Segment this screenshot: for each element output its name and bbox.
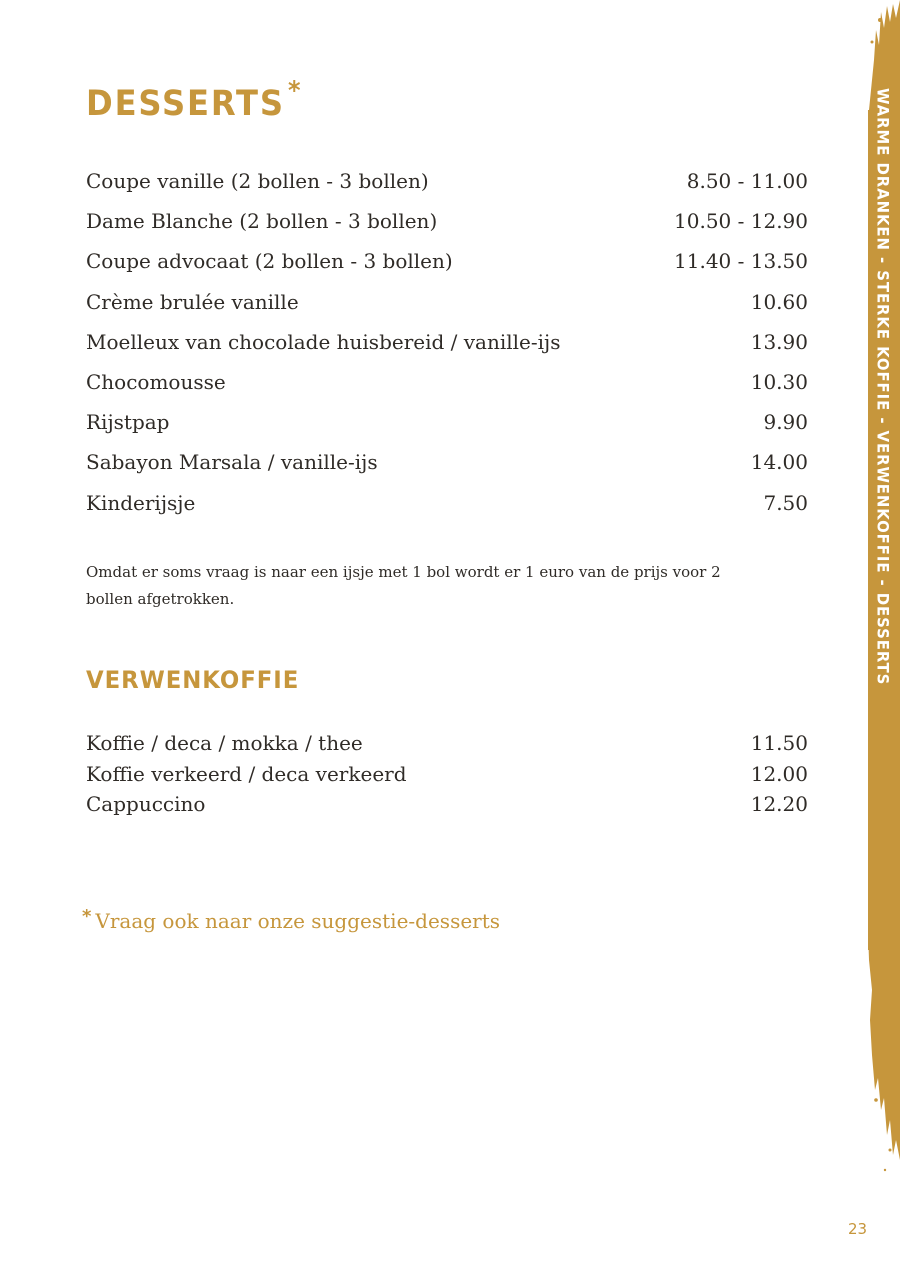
- menu-item-price: 12.20: [750, 792, 808, 816]
- menu-item: [86, 731, 808, 762]
- verwenkoffie-price-list: [86, 731, 808, 823]
- menu-item-name: Rijstpap: [86, 410, 170, 435]
- menu-item-price: 10.50 - 12.90: [674, 209, 808, 234]
- desserts-heading-text: DESSERTS: [86, 84, 285, 124]
- menu-item-price: 7.50: [763, 490, 808, 515]
- menu-item-name: Chocomousse: [86, 369, 226, 394]
- menu-item: [86, 330, 808, 370]
- menu-item-name: Kinderijsje: [86, 490, 196, 515]
- sidebar-section-label: WARME DRANKEN - STERKE KOFFIE - VERWENKOFFIE - DESSERTS: [873, 88, 893, 686]
- menu-item: [86, 491, 808, 531]
- menu-item-name: Cappuccino: [86, 792, 206, 816]
- menu-item-price: 8.50 - 11.00: [686, 169, 808, 193]
- menu-item: [86, 209, 808, 249]
- menu-item-price: 11.40 - 13.50: [674, 249, 808, 274]
- menu-item-name: Koffie / deca / mokka / thee: [86, 731, 363, 755]
- menu-item-price: 14.00: [750, 450, 808, 475]
- menu-item-price: 12.00: [750, 761, 808, 786]
- suggestion-footnote: [82, 906, 500, 933]
- menu-item-price: 9.90: [763, 410, 808, 435]
- menu-item: [86, 762, 808, 793]
- menu-item-name: Coupe vanille (2 bollen - 3 bollen): [86, 169, 429, 193]
- menu-item-name: Crème brulée vanille: [86, 289, 299, 314]
- menu-item: [86, 169, 808, 209]
- menu-item-price: 10.60: [750, 289, 808, 314]
- menu-item-name: Moelleux van chocolade huisbereid / vanille-ijs: [86, 329, 561, 354]
- menu-item: [86, 410, 808, 450]
- verwenkoffie-heading: VERWENKOFFIE: [86, 666, 300, 694]
- desserts-heading: [86, 76, 303, 124]
- menu-item-price: 10.30: [750, 369, 808, 394]
- page-number: 23: [848, 1220, 868, 1238]
- menu-item-price: 13.90: [750, 329, 808, 354]
- menu-item-name: Sabayon Marsala / vanille-ijs: [86, 450, 378, 475]
- menu-item-name: Coupe advocaat (2 bollen - 3 bollen): [86, 249, 453, 274]
- menu-item: [86, 450, 808, 490]
- desserts-note: Omdat er soms vraag is naar een ijsje met 1 bol wordt er 1 euro van de prijs voor 2 bollen afgetrokken.: [86, 563, 721, 608]
- asterisk-icon: *: [288, 76, 303, 106]
- desserts-price-list: [86, 169, 808, 531]
- menu-item-name: Dame Blanche (2 bollen - 3 bollen): [86, 209, 438, 234]
- footnote-text: Vraag ook naar onze suggestie-desserts: [95, 909, 501, 933]
- menu-item: [86, 370, 808, 410]
- menu-item: [86, 290, 808, 330]
- menu-item: [86, 792, 808, 823]
- menu-item-name: Koffie verkeerd / deca verkeerd: [86, 761, 407, 786]
- asterisk-icon: *: [82, 906, 92, 927]
- menu-item: [86, 249, 808, 289]
- menu-item-price: 11.50: [750, 731, 808, 755]
